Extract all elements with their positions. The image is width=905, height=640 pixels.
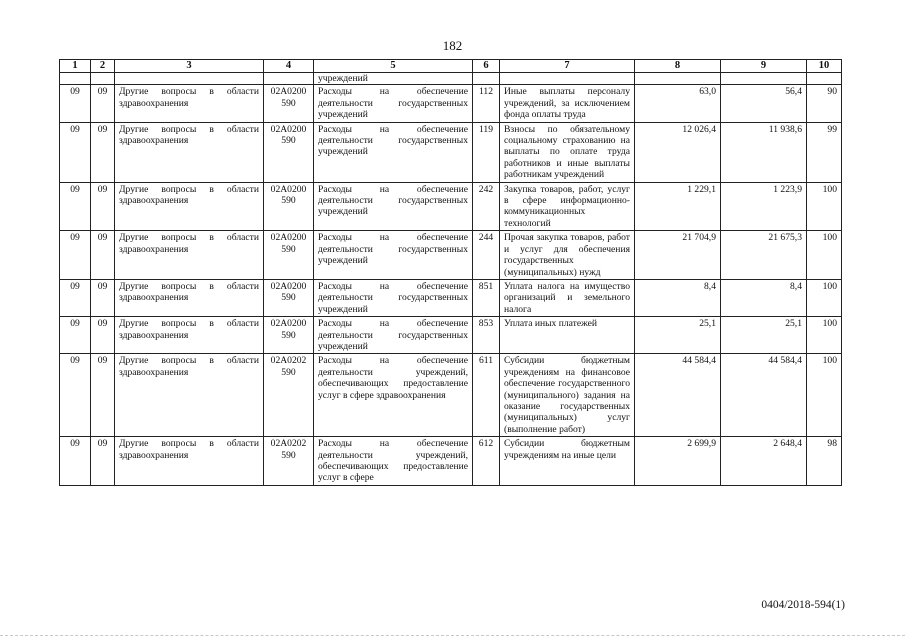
cell-subsection-code: 09	[91, 354, 115, 437]
cell-expense-kind: 242	[473, 182, 500, 231]
document-code: 0404/2018-594(1)	[761, 599, 845, 611]
cell-expense-purpose: Расходы на обеспечение деятельности государственных учреждений	[314, 279, 473, 316]
cell-section-name: Другие вопросы в области здравоохранения	[115, 231, 264, 280]
cell-empty	[115, 73, 264, 85]
table-row	[60, 354, 842, 437]
cell-actual-amount: 44 584,4	[721, 354, 807, 437]
cell-expense-kind-name: Взносы по обязательному социальному страхованию на выплаты по оплате труда работников и иные выплаты работникам учреждений	[500, 122, 635, 182]
cell-section-code: 09	[60, 85, 91, 122]
header-col-2: 2	[91, 60, 115, 73]
continuation-row	[60, 73, 842, 85]
cell-empty	[91, 73, 115, 85]
header-col-5: 5	[314, 60, 473, 73]
cell-actual-amount: 1 223,9	[721, 182, 807, 231]
header-col-6: 6	[473, 60, 500, 73]
cell-target-code: 02А0202 590	[264, 437, 314, 486]
cell-expense-kind: 112	[473, 85, 500, 122]
cell-expense-kind: 119	[473, 122, 500, 182]
cell-expense-kind-name: Субсидии бюджетным учреждениям на финансовое обеспечение государственного (муниципального) задания на оказание государственных (муниципальных) услуг (выполнение работ)	[500, 354, 635, 437]
cell-target-code: 02А0200 590	[264, 182, 314, 231]
cell-subsection-code: 09	[91, 437, 115, 486]
page-number: 182	[442, 38, 463, 53]
cell-actual-amount: 56,4	[721, 85, 807, 122]
cell-expense-purpose: Расходы на обеспечение деятельности государственных учреждений	[314, 231, 473, 280]
cell-planned-amount: 2 699,9	[635, 437, 721, 486]
scan-edge-artifact	[0, 635, 905, 638]
table-row	[60, 317, 842, 354]
cell-section-code: 09	[60, 122, 91, 182]
cell-section-name: Другие вопросы в области здравоохранения	[115, 437, 264, 486]
budget-execution-table	[59, 59, 842, 486]
cell-planned-amount: 25,1	[635, 317, 721, 354]
cell-expense-kind-name: Закупка товаров, работ, услуг в сфере информационно-коммуникационных технологий	[500, 182, 635, 231]
continuation-text: учреждений	[314, 73, 473, 85]
cell-expense-kind: 611	[473, 354, 500, 437]
cell-subsection-code: 09	[91, 182, 115, 231]
cell-planned-amount: 12 026,4	[635, 122, 721, 182]
cell-expense-kind-name: Прочая закупка товаров, работ и услуг для обеспечения государственных (муниципальных) нужд	[500, 231, 635, 280]
table-row	[60, 279, 842, 316]
cell-planned-amount: 1 229,1	[635, 182, 721, 231]
cell-target-code: 02А0200 590	[264, 231, 314, 280]
cell-expense-purpose: Расходы на обеспечение деятельности государственных учреждений	[314, 182, 473, 231]
header-col-7: 7	[500, 60, 635, 73]
cell-section-code: 09	[60, 279, 91, 316]
cell-actual-amount: 25,1	[721, 317, 807, 354]
cell-section-name: Другие вопросы в области здравоохранения	[115, 122, 264, 182]
cell-percent: 98	[807, 437, 842, 486]
cell-section-code: 09	[60, 437, 91, 486]
cell-subsection-code: 09	[91, 317, 115, 354]
cell-empty	[500, 73, 635, 85]
cell-percent: 100	[807, 354, 842, 437]
cell-percent: 100	[807, 317, 842, 354]
cell-expense-purpose: Расходы на обеспечение деятельности государственных учреждений	[314, 317, 473, 354]
cell-section-code: 09	[60, 231, 91, 280]
cell-target-code: 02А0202 590	[264, 354, 314, 437]
table-header-row	[60, 60, 842, 73]
cell-section-code: 09	[60, 354, 91, 437]
cell-empty	[721, 73, 807, 85]
cell-section-name: Другие вопросы в области здравоохранения	[115, 279, 264, 316]
header-col-10: 10	[807, 60, 842, 73]
cell-planned-amount: 44 584,4	[635, 354, 721, 437]
cell-target-code: 02А0200 590	[264, 85, 314, 122]
cell-subsection-code: 09	[91, 122, 115, 182]
cell-percent: 90	[807, 85, 842, 122]
cell-section-code: 09	[60, 317, 91, 354]
cell-actual-amount: 8,4	[721, 279, 807, 316]
cell-target-code: 02А0200 590	[264, 279, 314, 316]
cell-expense-kind: 612	[473, 437, 500, 486]
cell-expense-kind-name: Уплата налога на имущество организаций и земельного налога	[500, 279, 635, 316]
cell-subsection-code: 09	[91, 85, 115, 122]
cell-section-name: Другие вопросы в области здравоохранения	[115, 317, 264, 354]
cell-section-name: Другие вопросы в области здравоохранения	[115, 182, 264, 231]
cell-empty	[60, 73, 91, 85]
cell-expense-kind: 851	[473, 279, 500, 316]
table-row	[60, 231, 842, 280]
cell-subsection-code: 09	[91, 231, 115, 280]
table-row	[60, 437, 842, 486]
header-col-9: 9	[721, 60, 807, 73]
cell-section-name: Другие вопросы в области здравоохранения	[115, 354, 264, 437]
table-row	[60, 122, 842, 182]
cell-target-code: 02А0200 590	[264, 317, 314, 354]
cell-percent: 100	[807, 231, 842, 280]
cell-expense-kind-name: Уплата иных платежей	[500, 317, 635, 354]
cell-planned-amount: 21 704,9	[635, 231, 721, 280]
cell-expense-purpose: Расходы на обеспечение деятельности государственных учреждений	[314, 85, 473, 122]
cell-expense-kind-name: Субсидии бюджетным учреждениям на иные цели	[500, 437, 635, 486]
table-row	[60, 182, 842, 231]
cell-percent: 100	[807, 182, 842, 231]
cell-actual-amount: 11 938,6	[721, 122, 807, 182]
cell-expense-purpose: Расходы на обеспечение деятельности учреждений, обеспечивающих предоставление услуг в сфере здравоохранения	[314, 354, 473, 437]
table-row	[60, 85, 842, 122]
cell-planned-amount: 8,4	[635, 279, 721, 316]
cell-empty	[635, 73, 721, 85]
cell-expense-purpose: Расходы на обеспечение деятельности учреждений, обеспечивающих предоставление услуг в сфере	[314, 437, 473, 486]
cell-empty	[264, 73, 314, 85]
cell-percent: 100	[807, 279, 842, 316]
header-col-1: 1	[60, 60, 91, 73]
cell-expense-purpose: Расходы на обеспечение деятельности государственных учреждений	[314, 122, 473, 182]
cell-actual-amount: 21 675,3	[721, 231, 807, 280]
cell-empty	[473, 73, 500, 85]
cell-expense-kind: 853	[473, 317, 500, 354]
header-col-4: 4	[264, 60, 314, 73]
cell-subsection-code: 09	[91, 279, 115, 316]
header-col-8: 8	[635, 60, 721, 73]
cell-expense-kind-name: Иные выплаты персоналу учреждений, за исключением фонда оплаты труда	[500, 85, 635, 122]
cell-expense-kind: 244	[473, 231, 500, 280]
cell-actual-amount: 2 648,4	[721, 437, 807, 486]
cell-target-code: 02А0200 590	[264, 122, 314, 182]
cell-planned-amount: 63,0	[635, 85, 721, 122]
header-col-3: 3	[115, 60, 264, 73]
cell-percent: 99	[807, 122, 842, 182]
cell-section-name: Другие вопросы в области здравоохранения	[115, 85, 264, 122]
cell-section-code: 09	[60, 182, 91, 231]
cell-empty	[807, 73, 842, 85]
